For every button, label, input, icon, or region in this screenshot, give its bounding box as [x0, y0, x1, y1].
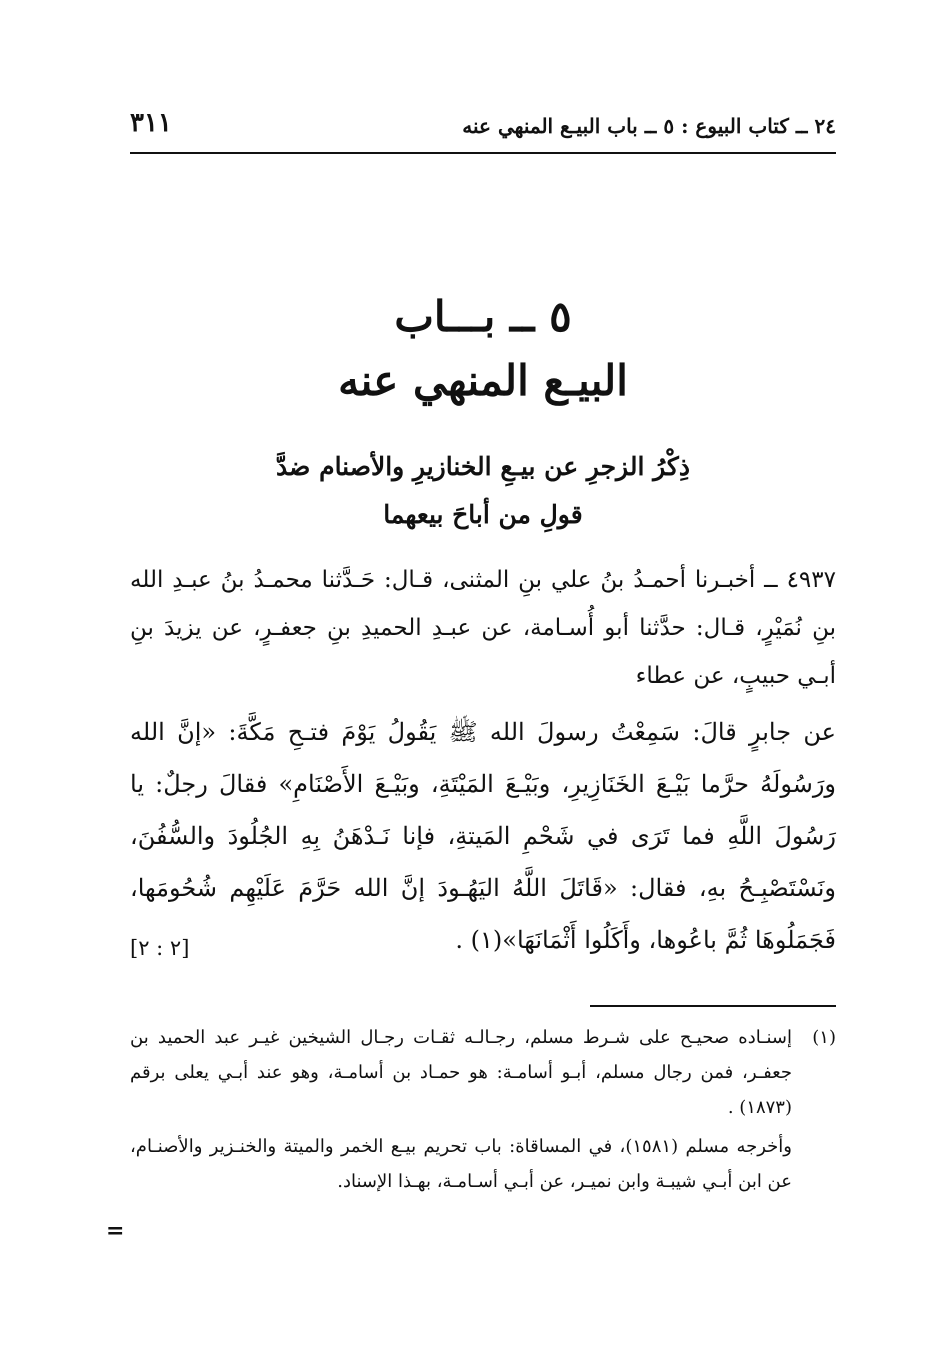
hadith-reference: [٢ : ٢] [130, 936, 190, 960]
hadith-number: ٤٩٣٧ [786, 567, 836, 593]
footnote-paragraph-2: وأخرجه مسلم (١٥٨١)، في المساقاة: باب تحريم بيـع الخمر والميتة والخنـزير والأصنـام، عن ابن أبـي شيبـة وابن نميـر، عن أبـي أسـامـة، بهـذا الإسناد. [130, 1136, 792, 1192]
section-heading-line-2: قولِ من أباحَ بيعهما [383, 500, 583, 529]
hadith-matn: عن جابرٍ قالَ: سَمِعْتُ رسولَ الله ﷺ يَقُولُ يَوْمَ فتـحِ مَكَّةَ: «إنَّ الله ورَسُولَهُ حرَّما بَيْـعَ الخَنَازِيرِ، وبَيْـعَ المَيْتَةِ، وبَيْـعَ الأَصْنَامِ» فقالَ رجلٌ: يا رَسُولَ اللَّهِ فما تَرَى في شَحْمِ المَيتةِ، فإنا نَـدْهَنُ بِهِ الجُلُودَ والسُّفُنَ، ونَسْتَصْبِـحُ بهِ، فقال: «قَاتَلَ اللَّهُ اليَهُـودَ إنَّ الله حَرَّمَ عَلَيْهِم شُحُومَها، فَجَمَلُوهَا ثُمَّ باعُوها، وأَكَلُوا أَثْمَانَهَا»(١) . [130, 718, 837, 954]
hadith-isnad [130, 556, 836, 700]
page-number: ٣١١ [130, 108, 172, 138]
page-header [130, 108, 836, 148]
isnad-text: ــ أخبـرنا أحمـدُ بنُ علي بنِ المثنى، قـال: حَـدَّثنا محمـدُ بنُ عبـدِ الله بنِ نُمَيْرٍ، قـال: حدَّثنا أبو أُسـامة، عن عبـدِ الحميدِ بنِ جعفـرٍ، عن يزيدَ بنِ أبـي حبيبٍ، عن عطاء [130, 567, 836, 689]
footnote-rule [590, 1005, 836, 1007]
section-heading-line-1: ذِكْرُ الزجرِ عن بيـعِ الخنازيرِ والأصنام ضدَّ [276, 452, 690, 481]
footnotes [130, 1020, 836, 1199]
continuation-mark: = [106, 1218, 125, 1244]
footnote-content [130, 1020, 792, 1199]
chapter-title: البيـع المنهي عنه [338, 356, 628, 405]
footnote-item [130, 1020, 836, 1199]
footnote-paragraph-1: إسنـاده صحيـح على شـرط مسلم، رجـالـه ثقـات رجـال الشيخين غيـر عبد الحميد بن جعفـر، فمن رجال مسلم، أبـو أسامـة: هو حمـاد بن أسامـة، وهو عند أبـي يعلى برقم (١٨٧٣) . [130, 1027, 792, 1118]
footnote-marker: (١) [812, 1027, 836, 1048]
chapter-number-label: ٥ ــ بـــاب [394, 292, 572, 341]
running-title: ٢٤ ــ كتاب البيوع : ٥ ــ باب البيـع المنهي عنه [462, 114, 836, 138]
header-rule [130, 152, 836, 154]
